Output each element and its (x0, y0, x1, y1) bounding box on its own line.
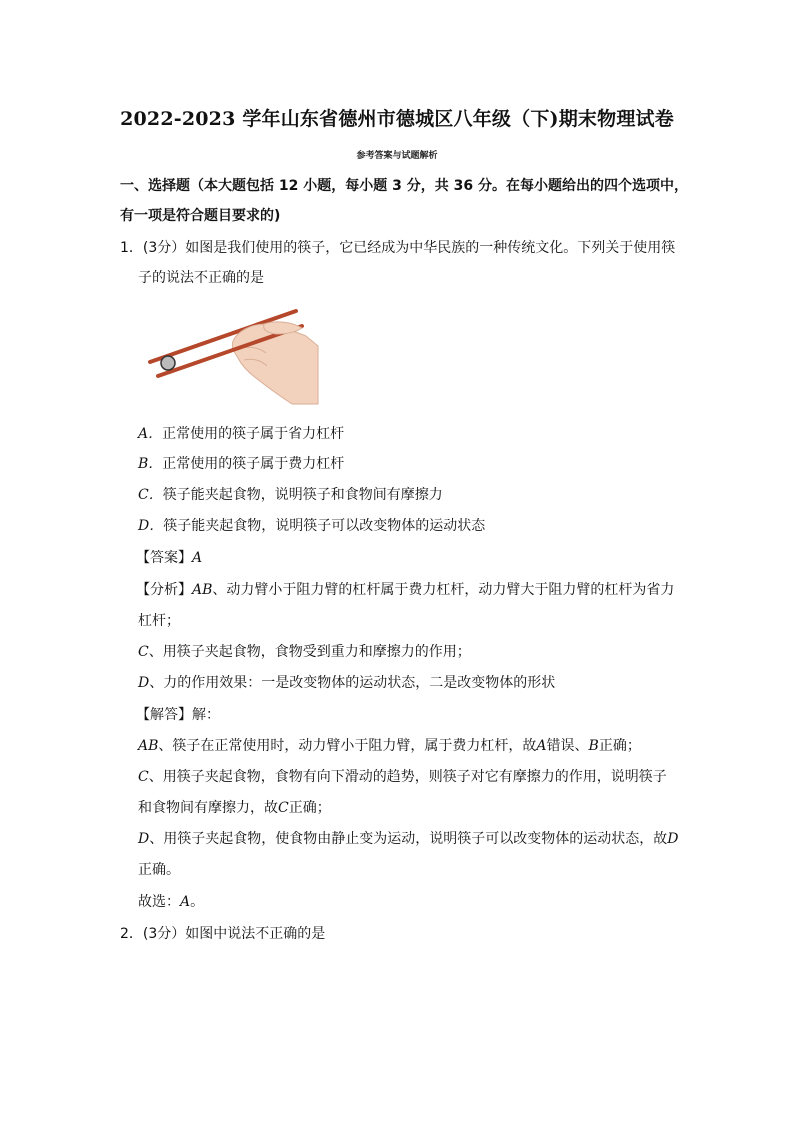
choose-end: 。 (190, 894, 205, 910)
analysis-text-3: 、用筷子夹起食物，食物受到重力和摩擦力的作用； (148, 644, 471, 660)
solution-d: D (138, 831, 150, 847)
solution-text-3c: 正确； (288, 800, 331, 816)
answer-label: 【答案】 (136, 550, 192, 566)
option-b (138, 454, 344, 474)
option-c-letter: C． (138, 487, 163, 503)
solution-text-1d: B (588, 738, 599, 754)
solution-line-3 (138, 798, 331, 818)
analysis-text-1: 、动力臂小于阻力臂的杠杆属于费力杠杆，动力臂大于阻力臂的杠杆为省力 (212, 582, 675, 598)
section-heading-line-2: 有一项是符合题目要求的) (120, 208, 281, 224)
page-subtitle: 参考答案与试题解析 (356, 151, 438, 161)
question-1-stem-line-1: 1．(3分）如图是我们使用的筷子，它已经成为中华民族的一种传统文化。下列关于使用筷 (120, 240, 676, 256)
choose-label: 故选： (138, 894, 180, 910)
analysis-text-4: 、力的作用效果：一是改变物体的运动状态，二是改变物体的形状 (149, 675, 556, 691)
solution-text-1b: A (536, 738, 547, 754)
solution-text-4b: D (667, 831, 679, 847)
analysis-c: C (138, 644, 149, 660)
answer-value: A (192, 550, 203, 566)
analysis-d: D (138, 675, 150, 691)
solution-line-4 (138, 829, 678, 849)
analysis-line-3 (138, 642, 471, 662)
solution-text-1a: 、筷子在正常使用时，动力臂小于阻力臂，属于费力杠杆，故 (158, 738, 537, 754)
option-b-letter: B． (138, 456, 163, 472)
answer-line (136, 548, 202, 568)
solution-line-head (136, 705, 220, 725)
solution-text-4a: 、用筷子夹起食物，使食物由静止变为运动，说明筷子可以改变物体的运动状态，故 (149, 831, 668, 847)
analysis-ab: AB (192, 582, 213, 598)
solution-line-5: 正确。 (138, 862, 180, 878)
solution-text-3b: C (278, 800, 289, 816)
choose-line (138, 892, 204, 912)
page-title: 2022-2023 学年山东省德州市德城区八年级（下)期末物理试卷 (120, 108, 674, 130)
section-heading-line-1: 一、选择题（本大题包括 12 小题，每小题 3 分，共 36 分。在每小题给出的四个选项中， (120, 178, 688, 194)
analysis-line-4 (138, 673, 555, 693)
question-1-stem-line-2: 子的说法不正确的是 (138, 270, 264, 286)
option-d-text: 筷子能夹起食物，说明筷子可以改变物体的运动状态 (163, 518, 486, 534)
solution-text-1e: 正确； (598, 738, 641, 754)
option-b-text: 正常使用的筷子属于费力杠杆 (162, 456, 345, 472)
question-2-stem: 2．(3分）如图中说法不正确的是 (120, 926, 326, 942)
option-d-letter: D． (138, 518, 164, 534)
solution-text-1c: 错误、 (546, 738, 589, 754)
analysis-line-2: 杠杆； (138, 613, 180, 629)
option-a-text: 正常使用的筷子属于省力杠杆 (162, 426, 345, 442)
solution-text-3a: 和食物间有摩擦力，故 (138, 800, 278, 816)
solution-text-2: 、用筷子夹起食物，食物有向下滑动的趋势，则筷子对它有摩擦力的作用，说明筷子 (148, 769, 667, 785)
option-c-text: 筷子能夹起食物，说明筷子和食物间有摩擦力 (162, 487, 443, 503)
solution-c: C (138, 769, 149, 785)
analysis-line-1 (136, 580, 674, 600)
solution-line-2 (138, 767, 667, 787)
choose-value: A (180, 894, 191, 910)
option-a-letter: A． (138, 426, 163, 442)
option-a (138, 424, 344, 444)
chopsticks-figure (146, 306, 321, 406)
food-ball (161, 356, 175, 370)
analysis-label: 【分析】 (136, 582, 192, 598)
solution-line-1 (138, 736, 641, 756)
solution-ab: AB (138, 738, 159, 754)
solution-head: 解： (192, 707, 220, 723)
solution-label: 【解答】 (136, 707, 192, 723)
option-d (138, 516, 485, 536)
option-c (138, 485, 443, 505)
